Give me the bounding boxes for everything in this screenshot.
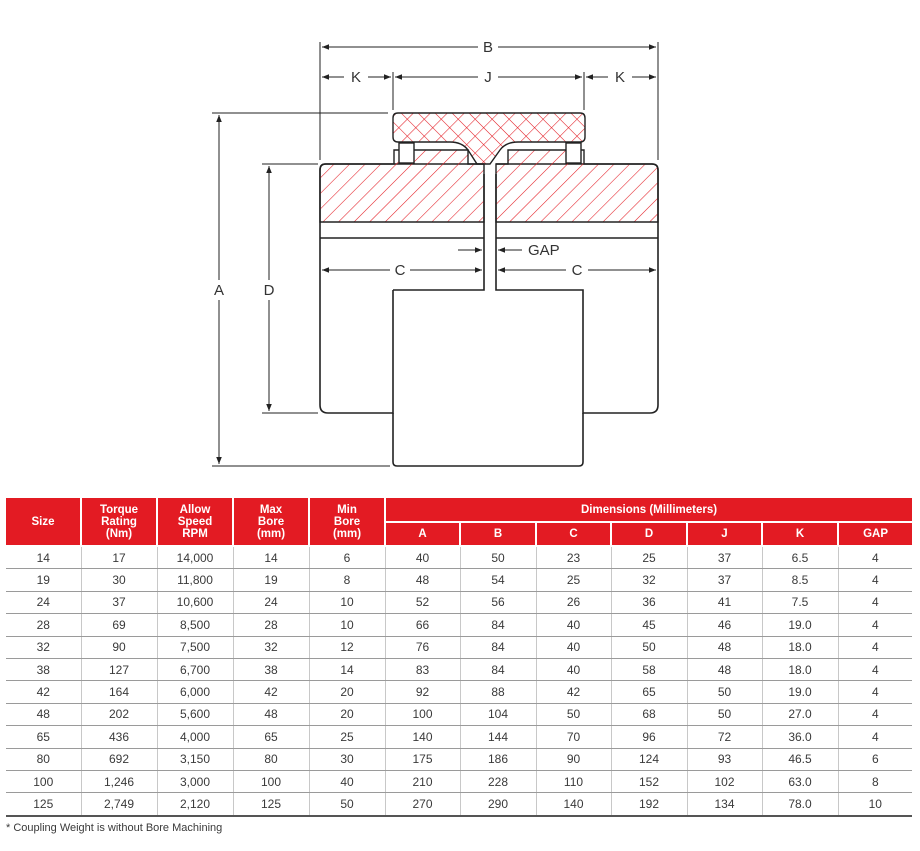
table-cell: 32 <box>6 636 81 658</box>
table-cell: 42 <box>6 681 81 703</box>
header-dimensions: Dimensions (Millimeters) <box>385 498 912 522</box>
table-cell: 4 <box>838 591 912 613</box>
table-cell: 65 <box>611 681 687 703</box>
table-cell: 3,150 <box>157 748 233 770</box>
table-cell: 100 <box>6 770 81 792</box>
table-cell: 270 <box>385 793 460 816</box>
table-cell: 104 <box>460 703 536 725</box>
table-cell: 228 <box>460 770 536 792</box>
table-cell: 4 <box>838 636 912 658</box>
table-cell: 202 <box>81 703 157 725</box>
table-cell: 40 <box>536 614 611 636</box>
table-cell: 48 <box>233 703 309 725</box>
label-b: B <box>482 39 494 56</box>
table-cell: 102 <box>687 770 762 792</box>
table-cell: 125 <box>233 793 309 816</box>
table-cell: 6.5 <box>762 546 838 569</box>
table-cell: 65 <box>6 726 81 748</box>
table-cell: 14 <box>233 546 309 569</box>
header-dim-k: K <box>762 522 838 546</box>
header-dim-j: J <box>687 522 762 546</box>
table-cell: 38 <box>6 658 81 680</box>
table-cell: 69 <box>81 614 157 636</box>
table-cell: 32 <box>611 569 687 591</box>
table-cell: 4 <box>838 546 912 569</box>
table-cell: 50 <box>536 703 611 725</box>
table-cell: 4 <box>838 726 912 748</box>
table-cell: 20 <box>309 703 385 725</box>
table-cell: 24 <box>6 591 81 613</box>
table-cell: 140 <box>385 726 460 748</box>
table-row <box>6 703 912 725</box>
header-size: Size <box>6 498 81 546</box>
table-cell: 42 <box>233 681 309 703</box>
header-min-bore: Min Bore (mm) <box>309 498 385 546</box>
table-cell: 50 <box>611 636 687 658</box>
table-cell: 14,000 <box>157 546 233 569</box>
table-cell: 80 <box>233 748 309 770</box>
table-cell: 11,800 <box>157 569 233 591</box>
table-cell: 28 <box>233 614 309 636</box>
table-cell: 50 <box>309 793 385 816</box>
table-cell: 40 <box>309 770 385 792</box>
table-cell: 46.5 <box>762 748 838 770</box>
table-cell: 6 <box>838 748 912 770</box>
table-cell: 37 <box>687 546 762 569</box>
header-torque: Torque Rating (Nm) <box>81 498 157 546</box>
table-cell: 134 <box>687 793 762 816</box>
table-cell: 10 <box>309 614 385 636</box>
table-row <box>6 681 912 703</box>
table-cell: 54 <box>460 569 536 591</box>
table-row <box>6 636 912 658</box>
header-dim-c: C <box>536 522 611 546</box>
table-cell: 14 <box>6 546 81 569</box>
table-cell: 192 <box>611 793 687 816</box>
header-dim-d: D <box>611 522 687 546</box>
table-cell: 152 <box>611 770 687 792</box>
table-cell: 24 <box>233 591 309 613</box>
table-cell: 4 <box>838 681 912 703</box>
table-cell: 8 <box>838 770 912 792</box>
label-c-right: C <box>571 262 583 279</box>
table-cell: 140 <box>536 793 611 816</box>
table-cell: 90 <box>81 636 157 658</box>
table-cell: 124 <box>611 748 687 770</box>
table-cell: 84 <box>460 614 536 636</box>
table-cell: 48 <box>6 703 81 725</box>
table-row <box>6 770 912 792</box>
table-cell: 4 <box>838 703 912 725</box>
table-cell: 175 <box>385 748 460 770</box>
table-cell: 2,749 <box>81 793 157 816</box>
table-cell: 90 <box>536 748 611 770</box>
table-cell: 37 <box>81 591 157 613</box>
table-cell: 5,600 <box>157 703 233 725</box>
header-max-bore: Max Bore (mm) <box>233 498 309 546</box>
table-cell: 127 <box>81 658 157 680</box>
table-row <box>6 726 912 748</box>
table-cell: 50 <box>460 546 536 569</box>
table-cell: 100 <box>385 703 460 725</box>
table-cell: 8.5 <box>762 569 838 591</box>
table-cell: 2,120 <box>157 793 233 816</box>
table-cell: 40 <box>536 636 611 658</box>
table-row <box>6 569 912 591</box>
table-cell: 37 <box>687 569 762 591</box>
table-cell: 25 <box>536 569 611 591</box>
table-cell: 58 <box>611 658 687 680</box>
table-cell: 30 <box>81 569 157 591</box>
table-cell: 20 <box>309 681 385 703</box>
table-cell: 26 <box>536 591 611 613</box>
table-cell: 78.0 <box>762 793 838 816</box>
table-body <box>6 546 912 816</box>
table-cell: 70 <box>536 726 611 748</box>
table-cell: 19 <box>233 569 309 591</box>
header-speed: Allow Speed RPM <box>157 498 233 546</box>
table-cell: 186 <box>460 748 536 770</box>
table-cell: 93 <box>687 748 762 770</box>
table-cell: 50 <box>687 681 762 703</box>
table-cell: 10 <box>838 793 912 816</box>
table-cell: 45 <box>611 614 687 636</box>
label-c-left: C <box>394 262 406 279</box>
table-row <box>6 793 912 816</box>
table-cell: 28 <box>6 614 81 636</box>
table-cell: 19.0 <box>762 614 838 636</box>
table-cell: 76 <box>385 636 460 658</box>
table-cell: 6,000 <box>157 681 233 703</box>
table-cell: 3,000 <box>157 770 233 792</box>
label-j: J <box>484 69 492 86</box>
table-cell: 10,600 <box>157 591 233 613</box>
footnote: * Coupling Weight is without Bore Machining <box>6 822 223 834</box>
table-cell: 36.0 <box>762 726 838 748</box>
table-cell: 27.0 <box>762 703 838 725</box>
table-cell: 36 <box>611 591 687 613</box>
table-cell: 19.0 <box>762 681 838 703</box>
table-cell: 7.5 <box>762 591 838 613</box>
table-cell: 4 <box>838 658 912 680</box>
table-cell: 144 <box>460 726 536 748</box>
label-a: A <box>213 282 225 299</box>
table-cell: 48 <box>687 658 762 680</box>
table-cell: 1,246 <box>81 770 157 792</box>
table-cell: 56 <box>460 591 536 613</box>
table-cell: 46 <box>687 614 762 636</box>
table-cell: 52 <box>385 591 460 613</box>
header-dim-a: A <box>385 522 460 546</box>
table-cell: 18.0 <box>762 658 838 680</box>
table-cell: 100 <box>233 770 309 792</box>
table-cell: 10 <box>309 591 385 613</box>
header-dim-b: B <box>460 522 536 546</box>
table-cell: 18.0 <box>762 636 838 658</box>
table-cell: 32 <box>233 636 309 658</box>
table-cell: 23 <box>536 546 611 569</box>
label-k-right: K <box>614 69 626 86</box>
table-cell: 83 <box>385 658 460 680</box>
table-cell: 48 <box>687 636 762 658</box>
table-cell: 4,000 <box>157 726 233 748</box>
table-cell: 210 <box>385 770 460 792</box>
table-cell: 25 <box>611 546 687 569</box>
table-cell: 50 <box>687 703 762 725</box>
table-cell: 42 <box>536 681 611 703</box>
dimensions-table <box>6 498 912 817</box>
table-row <box>6 658 912 680</box>
table-cell: 48 <box>385 569 460 591</box>
table-cell: 88 <box>460 681 536 703</box>
table-cell: 6,700 <box>157 658 233 680</box>
table-cell: 4 <box>838 569 912 591</box>
table-cell: 692 <box>81 748 157 770</box>
table-cell: 4 <box>838 614 912 636</box>
table-cell: 65 <box>233 726 309 748</box>
table-cell: 40 <box>385 546 460 569</box>
table-cell: 41 <box>687 591 762 613</box>
label-k-left: K <box>350 69 362 86</box>
table-cell: 290 <box>460 793 536 816</box>
table-cell: 7,500 <box>157 636 233 658</box>
table-cell: 19 <box>6 569 81 591</box>
table-cell: 30 <box>309 748 385 770</box>
label-d: D <box>263 282 275 299</box>
table-cell: 164 <box>81 681 157 703</box>
table-cell: 6 <box>309 546 385 569</box>
table-cell: 17 <box>81 546 157 569</box>
table-cell: 14 <box>309 658 385 680</box>
table-cell: 68 <box>611 703 687 725</box>
table-cell: 80 <box>6 748 81 770</box>
table-cell: 110 <box>536 770 611 792</box>
table-cell: 125 <box>6 793 81 816</box>
table-cell: 8,500 <box>157 614 233 636</box>
table-cell: 25 <box>309 726 385 748</box>
table-row <box>6 614 912 636</box>
table-row <box>6 591 912 613</box>
table-cell: 436 <box>81 726 157 748</box>
table-cell: 72 <box>687 726 762 748</box>
table-cell: 12 <box>309 636 385 658</box>
table-cell: 63.0 <box>762 770 838 792</box>
table-cell: 84 <box>460 636 536 658</box>
label-gap: GAP <box>528 242 560 259</box>
table-row <box>6 748 912 770</box>
dimension-lines <box>212 42 658 466</box>
table-cell: 66 <box>385 614 460 636</box>
table-cell: 92 <box>385 681 460 703</box>
table-cell: 84 <box>460 658 536 680</box>
table-cell: 38 <box>233 658 309 680</box>
table-cell: 40 <box>536 658 611 680</box>
table-cell: 8 <box>309 569 385 591</box>
header-dim-gap: GAP <box>838 522 912 546</box>
table-cell: 96 <box>611 726 687 748</box>
table-row <box>6 546 912 569</box>
